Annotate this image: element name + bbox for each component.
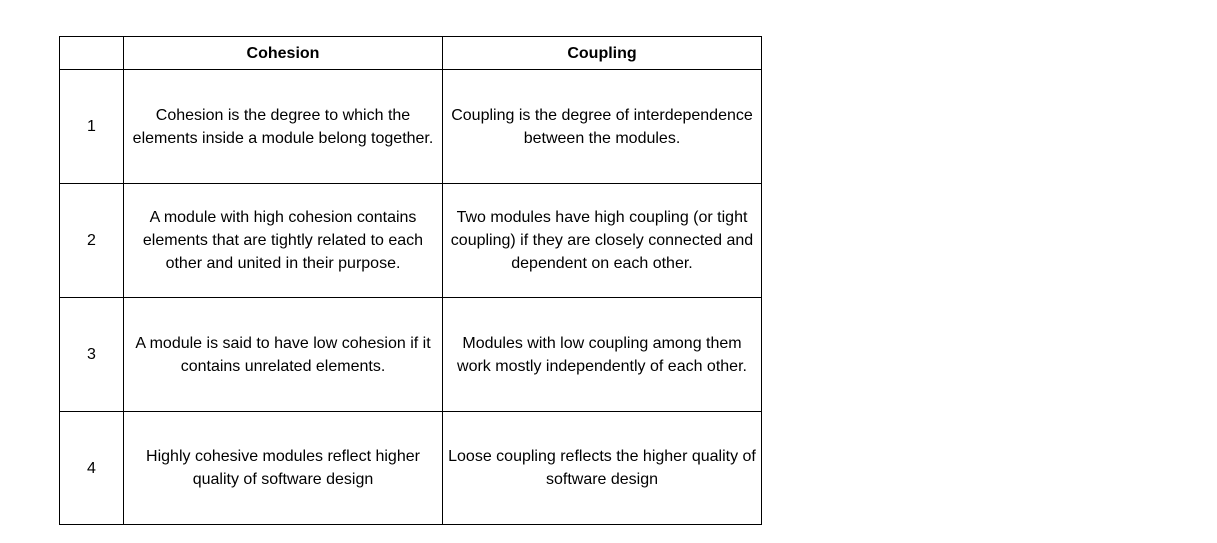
header-cohesion: Cohesion xyxy=(124,37,443,70)
row-index: 4 xyxy=(60,412,124,525)
coupling-cell: Two modules have high coupling (or tight coupling) if they are closely connected and dependent on each other. xyxy=(443,184,762,298)
coupling-cell: Loose coupling reflects the higher quality of software design xyxy=(443,412,762,525)
cohesion-cell: A module is said to have low cohesion if it contains unrelated elements. xyxy=(124,298,443,412)
header-coupling: Coupling xyxy=(443,37,762,70)
coupling-cell: Coupling is the degree of interdependence between the modules. xyxy=(443,70,762,184)
header-index xyxy=(60,37,124,70)
row-index: 2 xyxy=(60,184,124,298)
cohesion-cell: A module with high cohesion contains elements that are tightly related to each other and united in their purpose. xyxy=(124,184,443,298)
table-header-row xyxy=(60,37,762,70)
comparison-table-wrapper xyxy=(59,36,762,525)
table-row xyxy=(60,298,762,412)
cohesion-cell: Highly cohesive modules reflect higher quality of software design xyxy=(124,412,443,525)
coupling-cell: Modules with low coupling among them work mostly independently of each other. xyxy=(443,298,762,412)
table-row xyxy=(60,70,762,184)
row-index: 3 xyxy=(60,298,124,412)
cohesion-cell: Cohesion is the degree to which the elements inside a module belong together. xyxy=(124,70,443,184)
cohesion-coupling-table xyxy=(59,36,762,525)
row-index: 1 xyxy=(60,70,124,184)
table-row xyxy=(60,412,762,525)
table-row xyxy=(60,184,762,298)
